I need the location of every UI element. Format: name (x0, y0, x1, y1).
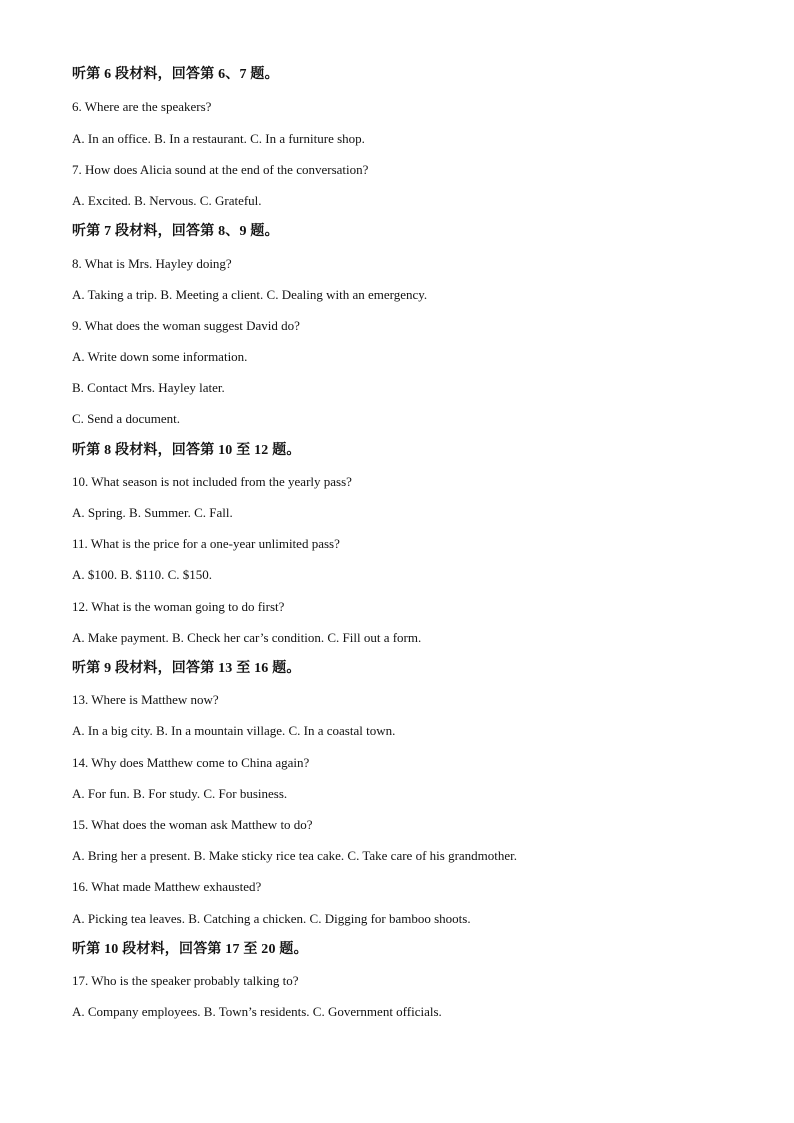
options-15: A. Bring her a present. B. Make sticky rice tea cake. C. Take care of his grandmother. (72, 848, 518, 863)
options-17: A. Company employees. B. Town’s residents. C. Government officials. (72, 1004, 442, 1019)
option-9b: B. Contact Mrs. Hayley later. (72, 380, 225, 395)
options-7: A. Excited. B. Nervous. C. Grateful. (72, 193, 262, 208)
question-11: 11. What is the price for a one-year unlimited pass? (72, 536, 340, 551)
options-11: A. $100. B. $110. C. $150. (72, 567, 212, 582)
question-9: 9. What does the woman suggest David do? (72, 318, 300, 333)
options-12: A. Make payment. B. Check her car’s condition. C. Fill out a form. (72, 630, 422, 645)
options-6: A. In an office. B. In a restaurant. C. In a furniture shop. (72, 131, 365, 146)
question-14: 14. Why does Matthew come to China again? (72, 755, 310, 770)
section-heading-7: 听第 7 段材料，回答第 8、9 题。 (72, 224, 279, 239)
options-8: A. Taking a trip. B. Meeting a client. C. Dealing with an emergency. (72, 287, 428, 302)
question-16: 16. What made Matthew exhausted? (72, 879, 262, 894)
options-14: A. For fun. B. For study. C. For business. (72, 786, 288, 801)
section-heading-6: 听第 6 段材料，回答第 6、7 题。 (72, 67, 279, 82)
section-heading-8: 听第 8 段材料，回答第 10 至 12 题。 (72, 443, 301, 458)
options-13: A. In a big city. B. In a mountain village. C. In a coastal town. (72, 723, 396, 738)
question-17: 17. Who is the speaker probably talking to? (72, 973, 299, 988)
question-10: 10. What season is not included from the yearly pass? (72, 474, 352, 489)
question-12: 12. What is the woman going to do first? (72, 599, 285, 614)
question-8: 8. What is Mrs. Hayley doing? (72, 256, 232, 271)
options-16: A. Picking tea leaves. B. Catching a chicken. C. Digging for bamboo shoots. (72, 911, 471, 926)
option-9a: A. Write down some information. (72, 349, 248, 364)
section-heading-10: 听第 10 段材料，回答第 17 至 20 题。 (72, 942, 308, 957)
option-9c: C. Send a document. (72, 411, 180, 426)
question-6: 6. Where are the speakers? (72, 99, 212, 114)
question-13: 13. Where is Matthew now? (72, 692, 219, 707)
section-heading-9: 听第 9 段材料，回答第 13 至 16 题。 (72, 661, 301, 676)
question-15: 15. What does the woman ask Matthew to do? (72, 817, 313, 832)
options-10: A. Spring. B. Summer. C. Fall. (72, 505, 233, 520)
question-7: 7. How does Alicia sound at the end of the conversation? (72, 162, 369, 177)
